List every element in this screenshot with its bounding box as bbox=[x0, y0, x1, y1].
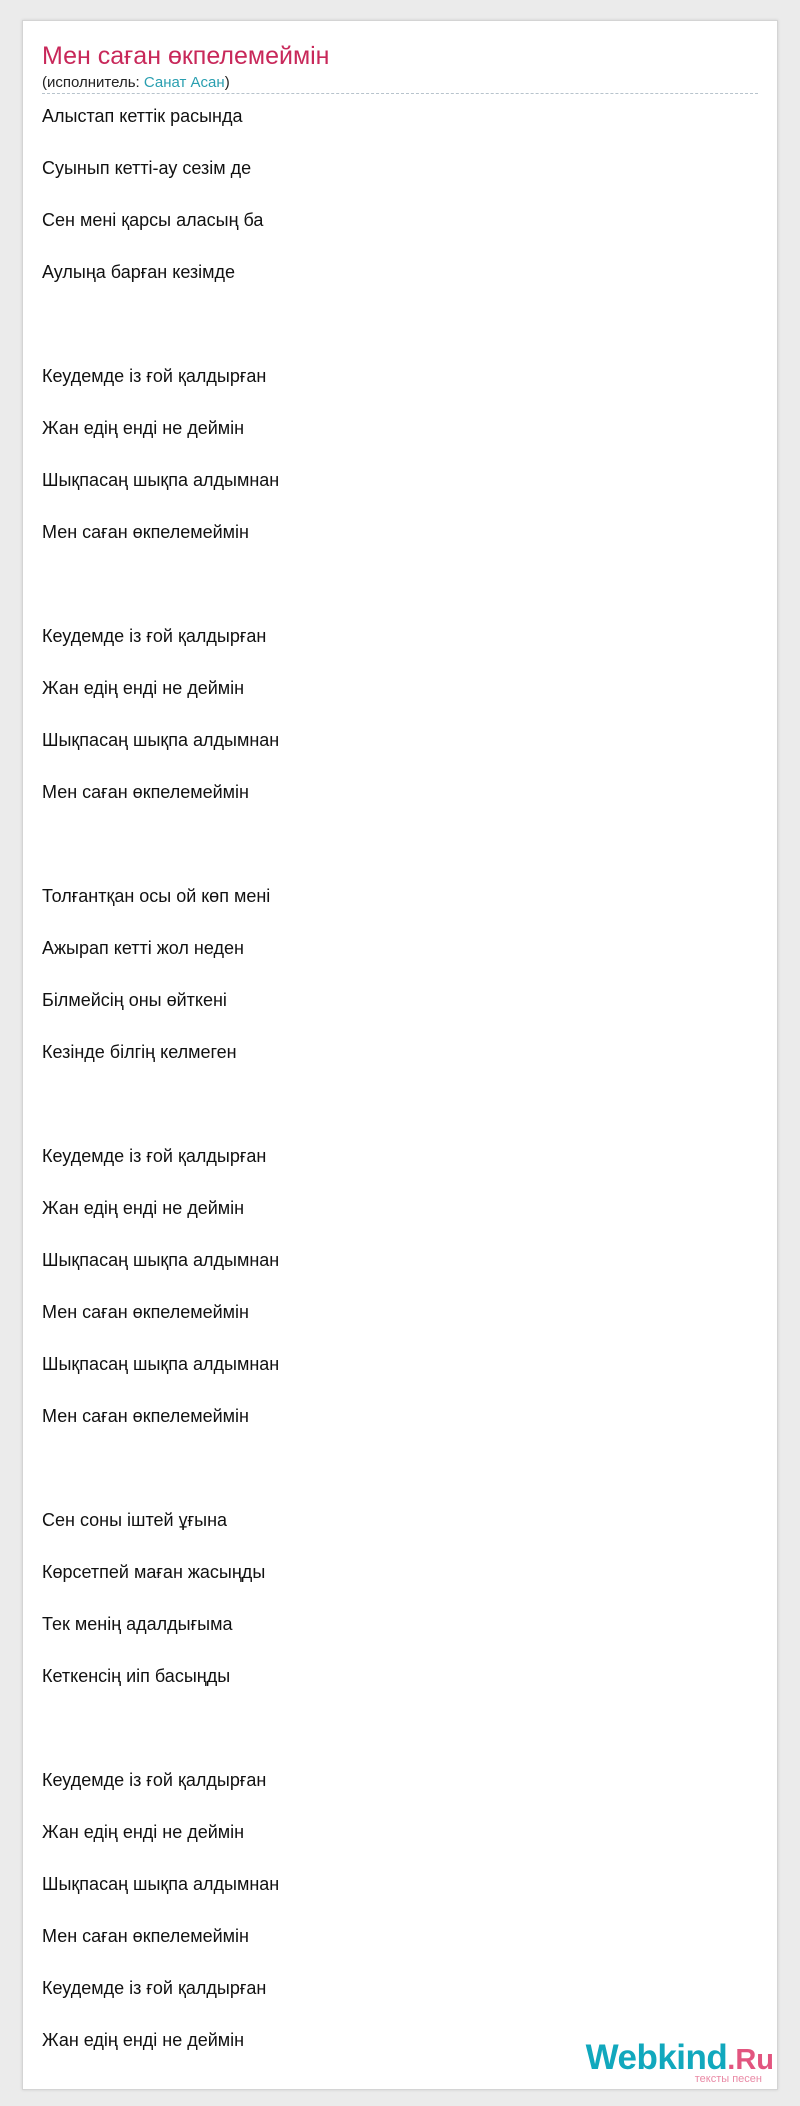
lyric-line: Жан едің енді не деймін bbox=[42, 1822, 245, 1842]
lyric-line: Суынып кетті-ау сезім де bbox=[42, 158, 252, 178]
lyric-line: Шықпасаң шықпа алдымнан bbox=[42, 1250, 280, 1270]
lyric-line: Алыстап кеттік расында bbox=[42, 106, 243, 126]
artist-suffix: ) bbox=[224, 74, 230, 91]
lyric-line: Көрсетпей маған жасыңды bbox=[42, 1562, 266, 1582]
lyric-line: Шықпасаң шықпа алдымнан bbox=[42, 1874, 280, 1894]
lyric-line: Сен соны іштей ұғына bbox=[42, 1510, 228, 1530]
artist-line bbox=[42, 74, 230, 91]
site-logo bbox=[586, 2040, 774, 2075]
lyric-line: Мен саған өкпелемеймін bbox=[42, 1406, 249, 1426]
artist-prefix: (исполнитель: bbox=[42, 74, 144, 91]
lyric-line: Мен саған өкпелемеймін bbox=[42, 522, 249, 542]
lyric-line: Кеудемде із ғой қалдырған bbox=[42, 1978, 267, 1998]
lyric-line: Білмейсің оны өйткені bbox=[42, 990, 227, 1010]
lyric-line: Кеудемде із ғой қалдырған bbox=[42, 366, 267, 386]
lyric-line: Кеудемде із ғой қалдырған bbox=[42, 1146, 267, 1166]
lyric-line: Кеткенсің иіп басыңды bbox=[42, 1666, 231, 1686]
lyric-line: Сен мені қарсы аласың ба bbox=[42, 210, 264, 230]
lyric-line: Шықпасаң шықпа алдымнан bbox=[42, 730, 280, 750]
lyric-line: Жан едің енді не деймін bbox=[42, 1198, 245, 1218]
logo-tagline: тексты песен bbox=[694, 2073, 762, 2085]
lyric-line: Шықпасаң шықпа алдымнан bbox=[42, 470, 280, 490]
logo-tld: .Ru bbox=[727, 2044, 774, 2076]
lyric-line: Тек менің адалдығыма bbox=[42, 1614, 233, 1634]
lyric-line: Кеудемде із ғой қалдырған bbox=[42, 1770, 267, 1790]
logo-name: Webkind bbox=[585, 2038, 728, 2077]
lyric-line: Кеудемде із ғой қалдырған bbox=[42, 626, 267, 646]
lyric-line: Жан едің енді не деймін bbox=[42, 678, 245, 698]
lyric-line: Мен саған өкпелемеймін bbox=[42, 1302, 249, 1322]
lyric-line: Кезінде білгің келмеген bbox=[42, 1042, 237, 1062]
artist-link[interactable]: Санат Асан bbox=[143, 74, 225, 91]
lyric-line: Ажырап кетті жол неден bbox=[42, 938, 244, 958]
lyric-line: Мен саған өкпелемеймін bbox=[42, 782, 249, 802]
lyric-line: Мен саған өкпелемеймін bbox=[42, 1926, 249, 1946]
lyric-line: Жан едің енді не деймін bbox=[42, 418, 245, 438]
lyric-line: Аулыңа барған кезімде bbox=[42, 262, 236, 282]
song-title: Мен саған өкпелемеймін bbox=[42, 42, 330, 70]
lyric-line: Жан едің енді не деймін bbox=[42, 2030, 245, 2050]
lyric-line: Шықпасаң шықпа алдымнан bbox=[42, 1354, 280, 1374]
title-divider bbox=[42, 93, 758, 94]
lyric-line: Толғантқан осы ой көп мені bbox=[42, 886, 271, 906]
